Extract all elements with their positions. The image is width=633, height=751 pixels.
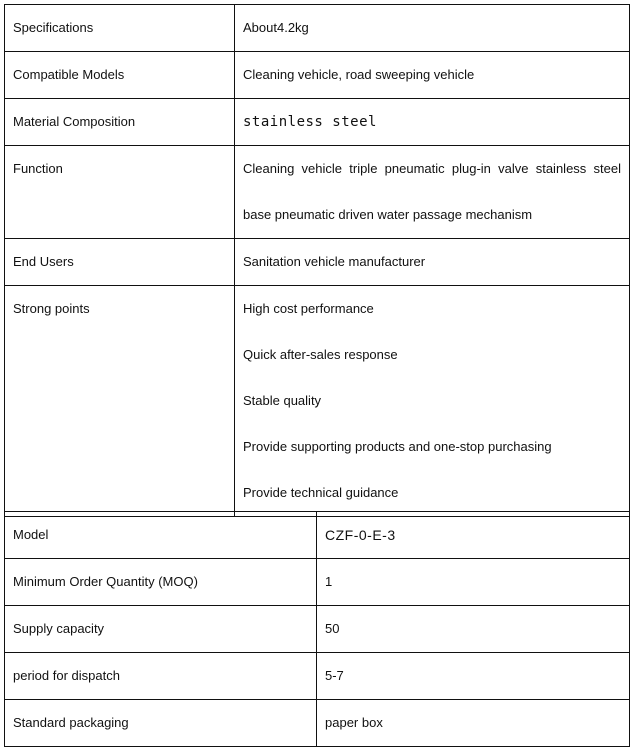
row-value: 50: [317, 606, 630, 653]
table-row: [5, 559, 630, 606]
row-label: Material Composition: [5, 99, 235, 146]
row-label: Strong points: [5, 286, 235, 517]
row-value: 1: [317, 559, 630, 606]
table-row: [5, 286, 630, 517]
table-row: [5, 146, 630, 239]
row-label: Model: [5, 512, 317, 559]
row-label: Standard packaging: [5, 700, 317, 747]
row-label: Specifications: [5, 5, 235, 52]
specifications-table: [4, 4, 630, 517]
table-row: [5, 653, 630, 700]
row-value: CZF-0-E-3: [317, 512, 630, 559]
table-row: [5, 700, 630, 747]
table-row: [5, 99, 630, 146]
row-label: Function: [5, 146, 235, 239]
row-label: Compatible Models: [5, 52, 235, 99]
row-value: Sanitation vehicle manufacturer: [235, 239, 630, 286]
row-label: End Users: [5, 239, 235, 286]
row-value: 5-7: [317, 653, 630, 700]
row-label: Minimum Order Quantity (MOQ): [5, 559, 317, 606]
list-item: Provide technical guidance: [243, 485, 399, 500]
row-label: period for dispatch: [5, 653, 317, 700]
row-label: Supply capacity: [5, 606, 317, 653]
row-value: About4.2kg: [235, 5, 630, 52]
list-item: Stable quality: [243, 393, 322, 408]
row-value: Cleaning vehicle, road sweeping vehicle: [235, 52, 630, 99]
table-row: [5, 512, 630, 559]
row-value: Cleaning vehicle triple pneumatic plug-in valve stainless steel base pneumatic driven water passage mechanism: [235, 146, 630, 239]
row-value: stainless steel: [235, 99, 630, 146]
row-value: paper box: [317, 700, 630, 747]
table-row: [5, 606, 630, 653]
list-item: Provide supporting products and one-stop purchasing: [243, 439, 552, 454]
strong-points-list: [235, 286, 630, 517]
table-row: [5, 5, 630, 52]
table-row: [5, 52, 630, 99]
list-item: Quick after-sales response: [243, 347, 398, 362]
table-row: [5, 239, 630, 286]
order-table: [4, 511, 630, 747]
list-item: High cost performance: [243, 301, 374, 316]
